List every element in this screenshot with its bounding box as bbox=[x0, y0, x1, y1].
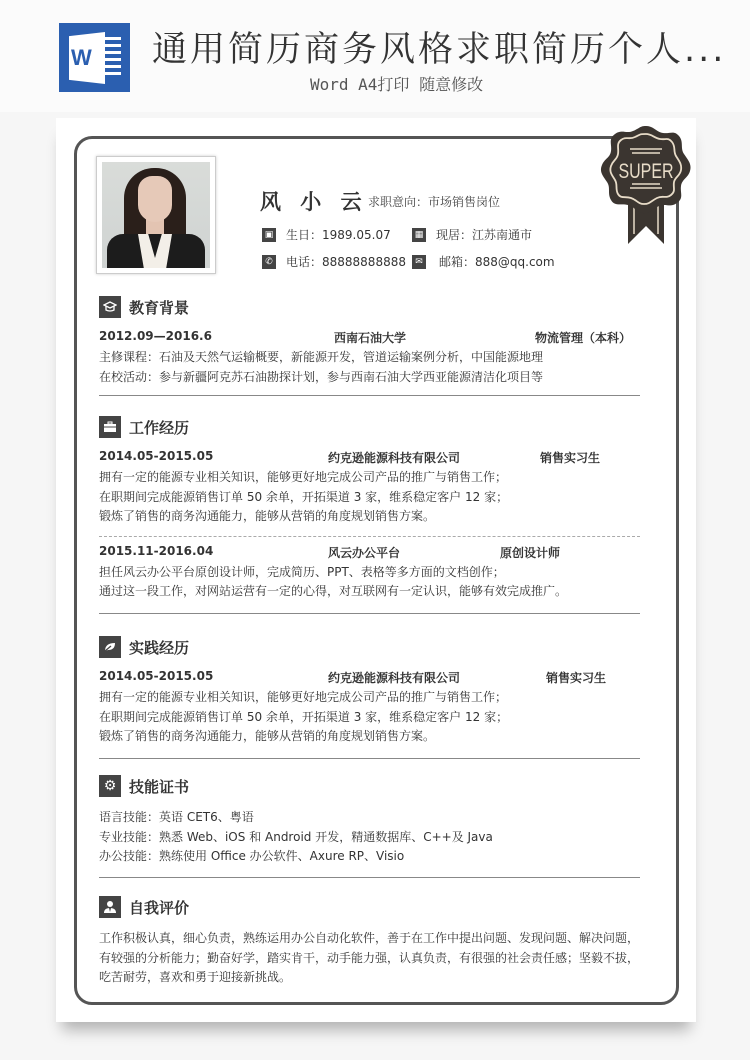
divider bbox=[99, 395, 640, 396]
job-row: 2015.11-2016.04 风云办公平台 原创设计师 bbox=[99, 543, 561, 560]
practice-row: 2014.05-2015.05 约克逊能源科技有限公司 销售实习生 bbox=[99, 669, 607, 685]
divider bbox=[99, 877, 640, 878]
graduation-cap-icon bbox=[99, 296, 121, 318]
section-title: 技能证书 bbox=[129, 777, 190, 796]
leaf-icon bbox=[99, 636, 121, 658]
word-icon bbox=[59, 23, 130, 92]
svg-text:SUPER: SUPER bbox=[618, 158, 674, 183]
dashed-divider bbox=[99, 536, 640, 537]
word-letter: W bbox=[71, 45, 92, 70]
self-evaluation-section: 自我评价 工作积极认真，细心负责，熟练运用办公自动化软件，善于在工作中提出问题、发现问题、解决问题， 有较强的分析能力；勤奋好学，踏实肯干，动手能力强，认真负责，有很强的社会责任感；坚毅不拔， 吃苦耐劳，喜欢和勇于迎接新挑战。 bbox=[99, 895, 640, 988]
id-card-icon: ▣ bbox=[262, 228, 276, 242]
residence-info: ▦ 现居：江苏南通市 bbox=[412, 226, 532, 243]
work-section: 工作经历 2014.05-2015.05 约克逊能源科技有限公司 销售实习生 拥有一定的能源专业相关知识，能够更好地完成公司产品的推广与销售工作； 在职期间完成能源销售订单 50 余单，开拓渠道 3 家，维系稳定客户 12 家； 锻炼了销售的商务沟通能力，能够从营销的角度规划销售方案。 2015.11-2016.04 风云办公平台 原创设计师 担任风云办公平台原创设计师，完成简历、PPT、表格等多方面的文档创作； 通过这一段工作，对网站运营有一定的心得，对互联网有一定认识，能够有效完成推广。 bbox=[99, 415, 640, 614]
document-title: 通用简历商务风格求职简历个人... bbox=[152, 30, 727, 70]
divider bbox=[99, 758, 640, 759]
document-subtitle: Word A4打印 随意修改 bbox=[310, 75, 484, 94]
education-section: 教育背景 2012.09—2016.6 西南石油大学 物流管理（本科） 主修课程：石油及天然气运输概要，新能源开发，管道运输案例分析，中国能源地理 在校活动：参与新疆阿克苏石油勘探计划，参与西南石油大学西亚能源清洁化项目等 bbox=[99, 295, 640, 396]
candidate-name: 风 小 云 bbox=[260, 190, 368, 214]
birthday-info: ▣ 生日：1989.05.07 bbox=[262, 226, 391, 243]
resume-page bbox=[56, 118, 696, 1022]
gear-icon: ⚙ bbox=[99, 775, 121, 797]
section-title: 自我评价 bbox=[129, 898, 190, 917]
building-icon: ▦ bbox=[412, 228, 426, 242]
phone-icon: ✆ bbox=[262, 255, 276, 269]
job-intent: 求职意向：市场销售岗位 bbox=[368, 195, 501, 209]
person-icon bbox=[99, 896, 121, 918]
practice-section: 实践经历 2014.05-2015.05 约克逊能源科技有限公司 销售实习生 拥有一定的能源专业相关知识，能够更好地完成公司产品的推广与销售工作； 在职期间完成能源销售订单 50 余单，开拓渠道 3 家，维系稳定客户 12 家； 锻炼了销售的商务沟通能力，能够从营销的角度规划销售方案。 bbox=[99, 635, 640, 759]
section-title: 实践经历 bbox=[129, 638, 190, 657]
skills-section: ⚙ 技能证书 语言技能：英语 CET6、粤语 专业技能：熟悉 Web、iOS 和 Android 开发，精通数据库、C++及 Java 办公技能：熟练使用 Office 办公软件、Axure RP、Visio bbox=[99, 774, 640, 878]
divider bbox=[99, 613, 640, 614]
envelope-icon: ✉ bbox=[412, 255, 426, 269]
section-title: 教育背景 bbox=[129, 298, 190, 317]
page-header bbox=[0, 0, 750, 112]
education-row: 2012.09—2016.6 西南石油大学 物流管理（本科） bbox=[99, 329, 632, 345]
avatar-photo bbox=[96, 156, 216, 274]
super-badge-icon bbox=[600, 122, 692, 244]
job-row: 2014.05-2015.05 约克逊能源科技有限公司 销售实习生 bbox=[99, 449, 601, 465]
section-title: 工作经历 bbox=[129, 418, 190, 437]
briefcase-icon bbox=[99, 416, 121, 438]
email-info: ✉ 邮箱：888@qq.com bbox=[412, 253, 555, 270]
phone-info: ✆ 电话：88888888888 bbox=[262, 253, 406, 270]
